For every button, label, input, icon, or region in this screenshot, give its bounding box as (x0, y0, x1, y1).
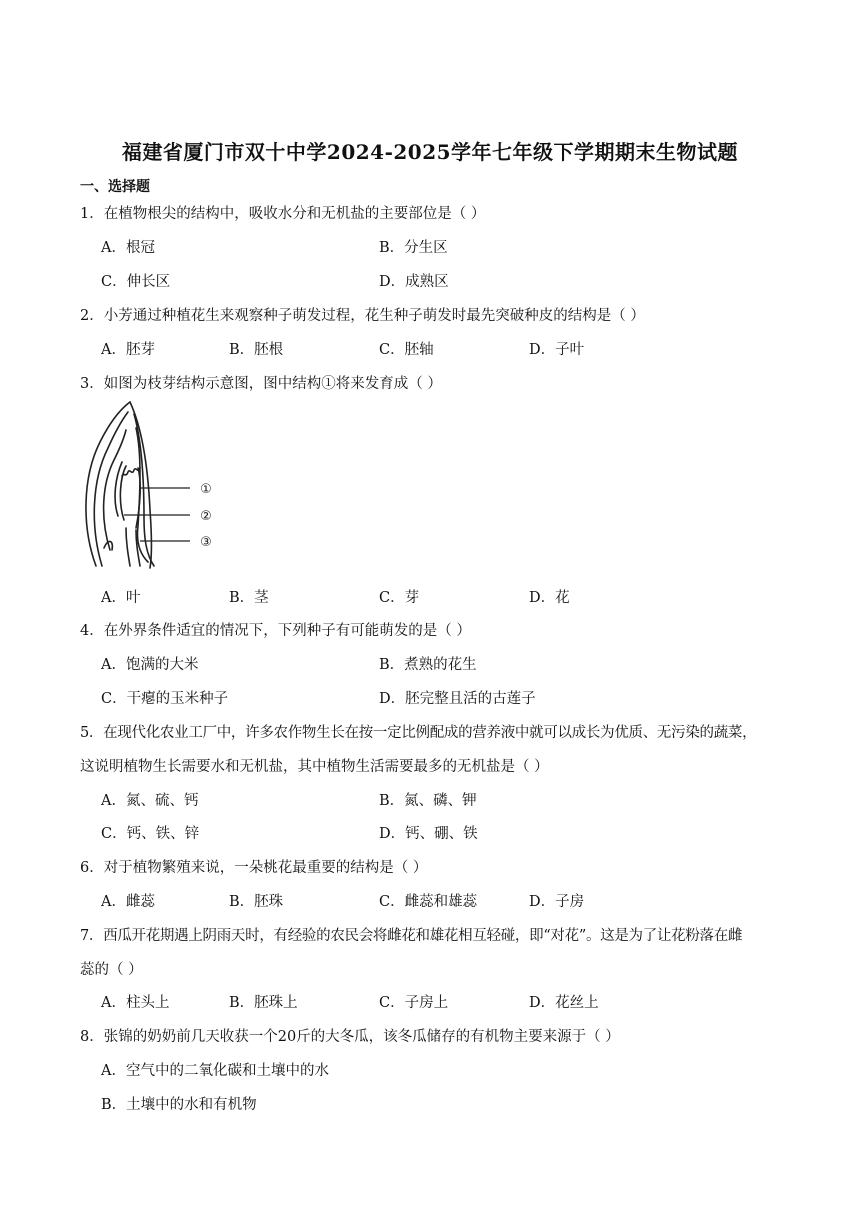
question-5-option-a[interactable]: A．氮、硫、钙 (101, 793, 199, 809)
question-4-option-b[interactable]: B．煮熟的花生 (379, 657, 477, 673)
question-3-stem: 3．如图为枝芽结构示意图，图中结构①将来发育成（ ） (80, 376, 442, 392)
question-5-option-d[interactable]: D．钙、硼、铁 (379, 826, 478, 842)
question-8-option-b[interactable]: B．土壤中的水和有机物 (101, 1097, 257, 1113)
question-4-option-c[interactable]: C．干瘪的玉米种子 (101, 691, 229, 707)
question-3-option-b[interactable]: B．茎 (229, 590, 269, 606)
question-1-stem: 1．在植物根尖的结构中，吸收水分和无机盐的主要部位是（ ） (80, 206, 486, 222)
question-2-stem: 2．小芳通过种植花生来观察种子萌发过程，花生种子萌发时最先突破种皮的结构是（ ） (80, 308, 645, 324)
question-5-stem: 5．在现代化农业工厂中，许多农作物生长在按一定比例配成的营养液中就可以成长为优质、无污染的蔬菜， (80, 725, 757, 741)
figure-label-1: ① (200, 482, 212, 497)
question-1-option-d[interactable]: D．成熟区 (379, 274, 449, 290)
question-1-option-c[interactable]: C．伸长区 (101, 274, 171, 290)
question-3-option-d[interactable]: D．花 (529, 590, 570, 606)
figure-label-2: ② (200, 509, 212, 524)
question-7-stem: 7．西瓜开花期遇上阴雨天时，有经验的农民会将雌花和雄花相互轻碰，即“对花”。这是为了让花粉落在雌 (80, 928, 743, 944)
question-7-option-b[interactable]: B．胚珠上 (229, 995, 298, 1011)
question-2-option-a[interactable]: A．胚芽 (101, 342, 155, 358)
question-4-option-d[interactable]: D．胚完整且活的古莲子 (379, 691, 536, 707)
question-6-option-b[interactable]: B．胚珠 (229, 894, 284, 910)
question-1-option-b[interactable]: B．分生区 (379, 240, 448, 256)
question-5-stem-continued: 这说明植物生长需要水和无机盐，其中植物生活需要最多的无机盐是（ ） (80, 759, 549, 775)
question-1-option-a[interactable]: A．根冠 (101, 240, 155, 256)
question-2-option-b[interactable]: B．胚根 (229, 342, 284, 358)
question-6-option-a[interactable]: A．雌蕊 (101, 894, 155, 910)
question-4-stem: 4．在外界条件适宜的情况下，下列种子有可能萌发的是（ ） (80, 623, 471, 639)
question-4-option-a[interactable]: A．饱满的大米 (101, 657, 199, 673)
question-5-option-b[interactable]: B．氮、磷、钾 (379, 793, 477, 809)
question-6-option-c[interactable]: C．雌蕊和雄蕊 (379, 894, 478, 910)
question-7-option-d[interactable]: D．花丝上 (529, 995, 599, 1011)
question-6-option-d[interactable]: D．子房 (529, 894, 585, 910)
question-8-option-a[interactable]: A．空气中的二氧化碳和土壤中的水 (101, 1063, 329, 1079)
figure-label-3: ③ (200, 535, 212, 550)
question-3-option-c[interactable]: C．芽 (379, 590, 420, 606)
question-6-stem: 6．对于植物繁殖来说，一朵桃花最重要的结构是（ ） (80, 860, 428, 876)
page-title: 福建省厦门市双十中学2024-2025学年七年级下学期期末生物试题 (121, 140, 739, 164)
question-7-option-c[interactable]: C．子房上 (379, 995, 449, 1011)
question-8-stem: 8．张锦的奶奶前几天收获一个20斤的大冬瓜，该冬瓜储存的有机物主要来源于（ ） (80, 1029, 620, 1045)
question-5-option-c[interactable]: C．钙、铁、锌 (101, 826, 200, 842)
question-7-stem-continued: 蕊的（ ） (80, 962, 143, 978)
section-heading: 一、选择题 (80, 179, 150, 195)
question-7-option-a[interactable]: A．柱头上 (101, 995, 170, 1011)
question-2-option-d[interactable]: D．子叶 (529, 342, 585, 358)
question-3-option-a[interactable]: A．叶 (101, 590, 141, 606)
question-2-option-c[interactable]: C．胚轴 (379, 342, 434, 358)
bud-structure-figure (78, 398, 228, 574)
bud-outline (86, 402, 154, 568)
leader-lines (124, 488, 190, 541)
